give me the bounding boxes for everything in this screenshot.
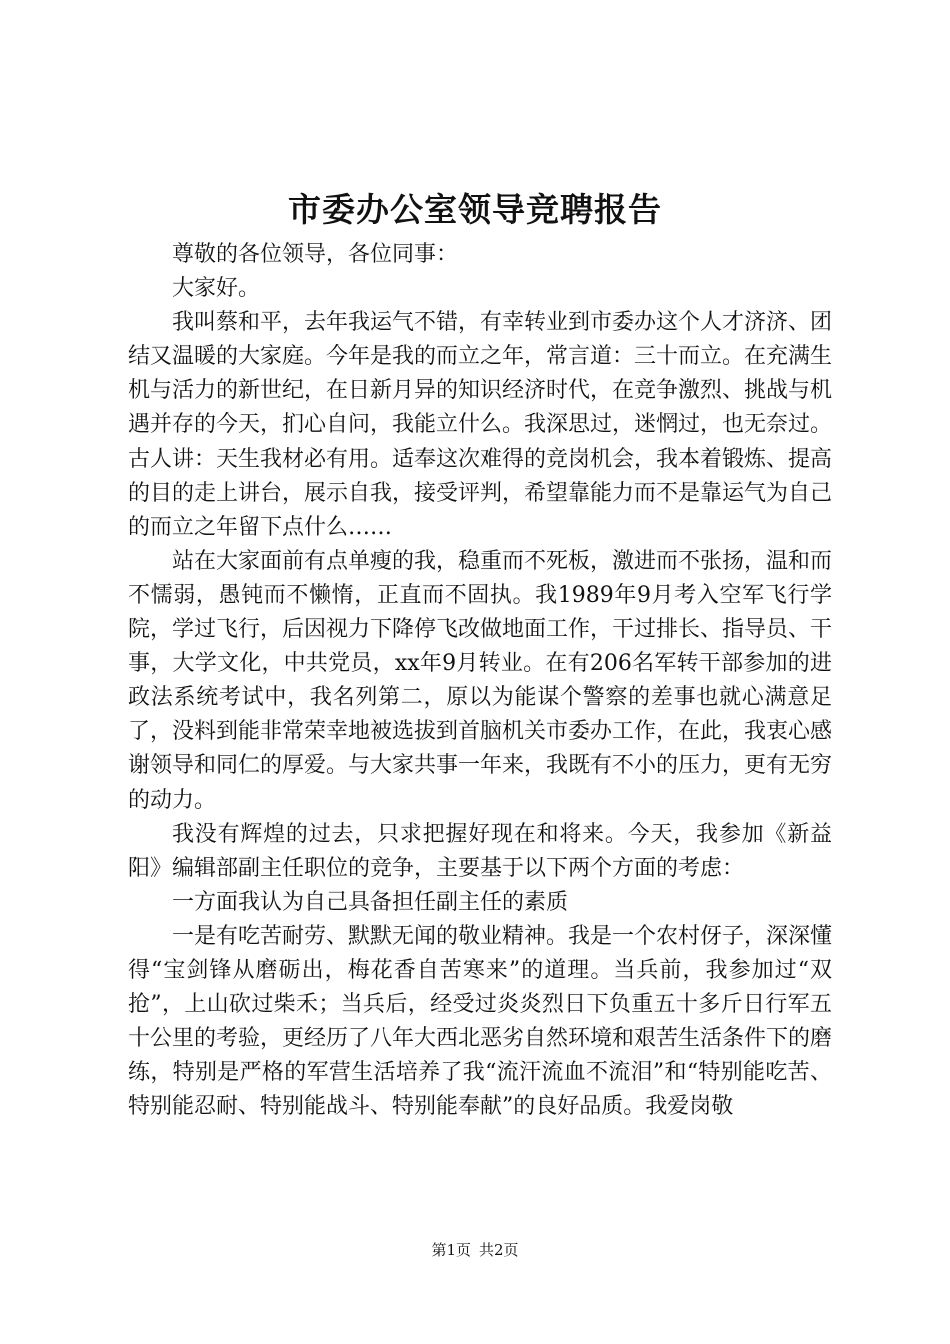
paragraph-intro: 我叫蔡和平，去年我运气不错，有幸转业到市委办这个人才济济、团结又温暖的大家庭。今年是我的而立之年，常言道：三十而立。在充满生机与活力的新世纪，在日新月异的知识经济时代，在竞争激烈、挑战与机遇并存的今天，扪心自问，我能立什么。我深思过，迷惘过，也无奈过。古人讲：天生我材必有用。适奉这次难得的竞岗机会，我本着锻炼、提高的目的走上讲台，展示自我，接受评判，希望靠能力而不是靠运气为自己的而立之年留下点什么…… <box>128 310 833 540</box>
page-number: 第1页 <box>431 1241 471 1259</box>
greeting: 大家好。 <box>172 276 261 302</box>
document-body <box>128 238 832 1124</box>
page-footer <box>0 1240 950 1260</box>
salutation: 尊敬的各位领导，各位同事： <box>172 242 459 267</box>
paragraph-point-one: 一是有吃苦耐劳、默默无闻的敬业精神。我是一个农村伢子，深深懂得“宝剑锋从磨砺出，梅花香自苦寒来”的道理。当兵前，我参加过“双抢”，上山砍过柴禾；当兵后，经受过炎炎烈日下负重五十多斤日行军五十公里的考验，更经历了八年大西北恶劣自然环境和艰苦生活条件下的磨练，特别是严格的军营生活培养了我“流汗流血不流泪”和“特别能吃苦、特别能忍耐、特别能战斗、特别能奉献”的良好品质。我爱岗敬 <box>128 923 833 1120</box>
paragraph-motivation: 我没有辉煌的过去，只求把握好现在和将来。今天，我参加《新益阳》编辑部副主任职位的竞争，主要基于以下两个方面的考虑： <box>128 821 832 881</box>
section-heading: 一方面我认为自己具备担任副主任的素质 <box>172 889 569 915</box>
page-total: 共2页 <box>479 1241 519 1259</box>
paragraph-background: 站在大家面前有点单瘦的我，稳重而不死板，激进而不张扬，温和而不懦弱，愚钝而不懒惰，正直而不固执。我1989年9月考入空军飞行学院，学过飞行，后因视力下降停飞改做地面工作，干过排长、指导员、干事，大学文化，中共党员，xx年9月转业。在有206名军转干部参加的进政法系统考试中，我名列第二，原以为能谋个警察的差事也就心满意足了，没料到能非常荣幸地被选拔到首脑机关市委办工作，在此，我衷心感谢领导和同仁的厚爱。与大家共事一年来，我既有不小的压力，更有无穷的动力。 <box>128 548 833 813</box>
document-title: 市委办公室领导竞聘报告 <box>288 190 662 229</box>
